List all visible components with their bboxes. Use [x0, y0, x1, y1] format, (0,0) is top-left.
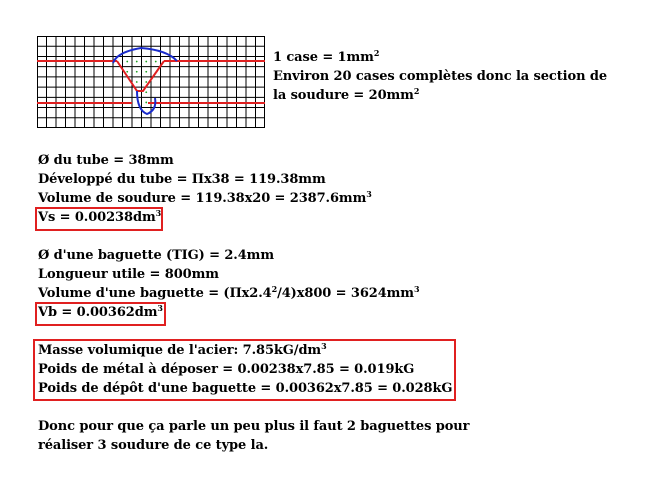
rod-length: Longueur utile = 800mm [38, 267, 219, 282]
tube-developed: Développé du tube = Πx38 = 119.38mm [38, 172, 326, 187]
fill-dot [136, 71, 138, 73]
fill-dot [145, 71, 147, 73]
fill-dot [145, 102, 147, 104]
fill-dot [145, 61, 147, 63]
steel-density: Masse volumique de l'acier: $7.85kG/dm^3$ [38, 341, 327, 358]
mass-highlight-box [33, 339, 456, 401]
scale-line: 1 case = $1mm^2$ [273, 48, 380, 65]
rod-volume: Volume d'une baguette = $(\Pi x2.4^2/4)x800 = 3624mm^3$ [38, 284, 420, 301]
weld-metal-weight: Poids de métal à déposer = 0.00238x7.85 = 0.019kG [38, 362, 415, 377]
conclusion-line-2: réaliser 3 soudure de ce type la. [38, 438, 269, 453]
rod-deposit-weight: Poids de dépôt d'une baguette = 0.00362x7.85 = 0.028kG [38, 381, 453, 396]
section-line: la soudure = $20mm^2$ [273, 86, 420, 103]
fill-dot [126, 61, 128, 63]
weld-groove-outline [117, 61, 164, 91]
conclusion-line-1: Donc pour que ça parle un peu plus il faut 2 baguettes pour [38, 419, 470, 434]
tube-diameter: Ø du tube = 38mm [38, 153, 174, 168]
rod-diameter: Ø d'une baguette (TIG) = 2.4mm [38, 248, 274, 263]
vb-result: $Vb = 0.00362dm^3$ [38, 303, 163, 320]
fill-dot [136, 81, 138, 83]
fill-dot [145, 81, 147, 83]
weld-section-diagram [37, 36, 265, 128]
vs-result: $Vs = 0.00238dm^3$ [38, 208, 162, 225]
fill-dot [126, 71, 128, 73]
weld-volume: Volume de soudure = $119.38x20 = 2387.6mm^3$ [38, 189, 372, 206]
legend-text [273, 48, 607, 105]
fill-dot [145, 91, 147, 93]
conclusion [38, 417, 469, 455]
vs-highlight-box [35, 207, 163, 231]
vb-highlight-box [35, 302, 166, 326]
fill-dot [155, 61, 157, 63]
estimate-line: Environ 20 cases complètes donc la section de [273, 69, 608, 84]
fill-dot [136, 61, 138, 63]
